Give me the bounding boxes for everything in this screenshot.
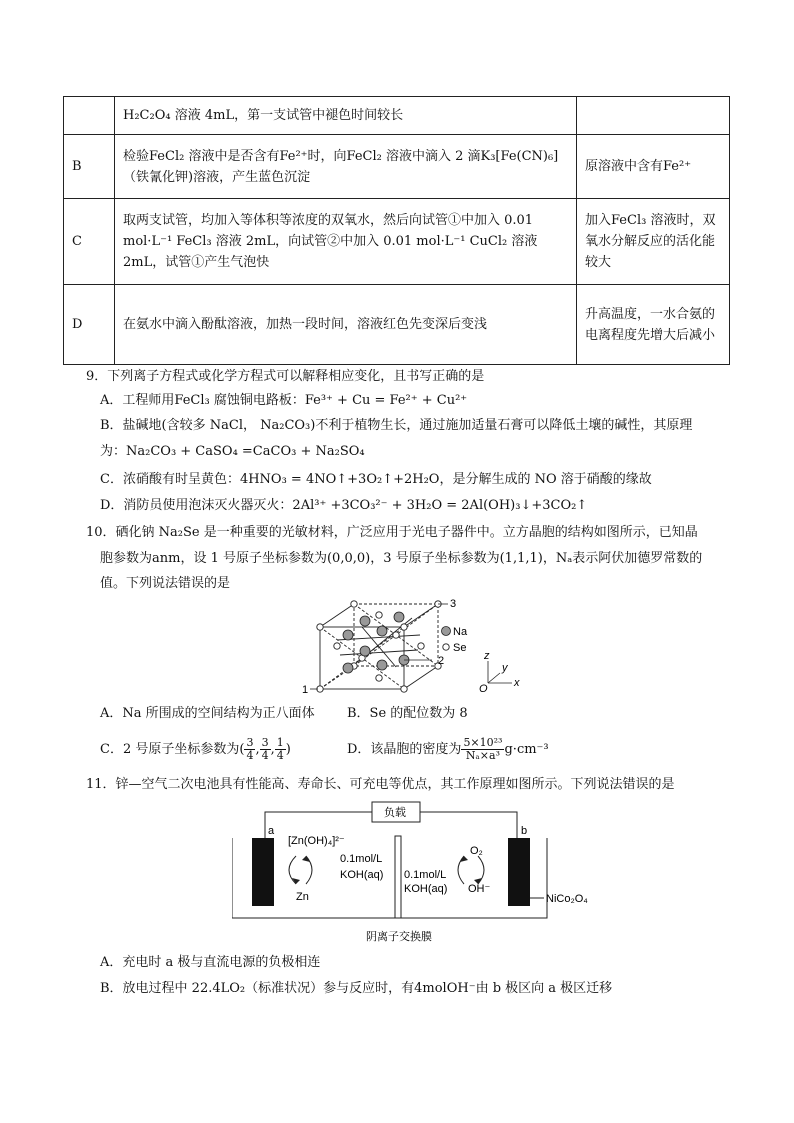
row-conclusion [577,97,730,135]
fraction-top: 5×10²³ [463,736,503,749]
koh-right-conc: 0.1mol/L [404,869,447,881]
atom-label-1: 1 [302,684,309,696]
q10-d-suffix: g·cm⁻³ [504,742,549,757]
atom-label-2: 2 [438,655,445,667]
q9-option-b-line2: 为：Na₂CO₃ + CaSO₄ =CaCO₃ + Na₂SO₄ [100,444,365,459]
fraction-bottom: 4 [246,749,254,762]
koh-left-name: KOH(aq) [340,869,384,881]
table-row [64,135,730,199]
table-row [64,285,730,365]
fraction-top: 3 [246,736,254,749]
q10-stem-line2: 胞参数为anm，设 1 号原子坐标参数为(0,0,0)，3 号原子坐标参数为(1,1,1)，Nₐ表示阿伏加德罗常数的 [100,551,703,566]
zn-label: Zn [296,891,309,903]
electrode-a [252,838,274,906]
legend-na: Na [453,626,468,638]
row-content: H₂C₂O₄ 溶液 4mL，第一支试管中褪色时间较长 [115,97,577,135]
zincate-label: [Zn(OH)₄]²⁻ [288,835,345,847]
row-content: 取两支试管，均加入等体积等浓度的双氧水，然后向试管①中加入 0.01 mol·L⁻¹ FeCl₃ 溶液 2mL，向试管②中加入 0.01 mol·L⁻¹ CuCl₂ 溶液 2mL，试管①产生气泡快 [115,199,577,285]
q9-option-d: D．消防员使用泡沫灭火器灭火：2Al³⁺ +3CO₃²⁻ + 3H₂O = 2Al(OH)₃↓+3CO₂↑ [100,498,588,513]
q10-stem-line1: 10．硒化钠 Na₂Se 是一种重要的光敏材料，广泛应用于光电子器件中。立方晶胞的结构如图所示，已知晶 [86,525,698,540]
q9-option-a: A．工程师用FeCl₃ 腐蚀铜电路板：Fe³⁺ + Cu = Fe²⁺ + Cu²⁺ [100,393,468,408]
axis-z-label: z [484,650,490,662]
legend-se: Se [453,642,467,654]
row-content: 检验FeCl₂ 溶液中是否含有Fe²⁺时，向FeCl₂ 溶液中滴入 2 滴K₃[Fe(CN)₆]（铁氰化钾)溶液，产生蓝色沉淀 [115,135,577,199]
row-label: B [64,135,115,199]
battery-figure [232,798,612,948]
fraction-top: 3 [261,736,269,749]
electrode-b-label: b [521,825,528,837]
row-label: D [64,285,115,365]
crystal-cell-figure [300,595,530,700]
table-row [64,199,730,285]
fraction-bottom: 4 [261,749,269,762]
row-conclusion: 原溶液中含有Fe²⁺ [577,135,730,199]
q10-c-suffix: ) [285,742,291,757]
oh-label: OH⁻ [468,883,491,895]
axis-x-label: x [514,677,520,689]
density-fraction [461,737,504,762]
fraction [260,737,271,762]
q11-option-b: B．放电过程中 22.4LO₂（标准状况）参与反应时，有4molOH⁻由 b 极区向 a 极区迁移 [100,981,613,996]
fraction [244,737,255,762]
q8-table [63,96,730,365]
q9-option-b-line1: B．盐碱地(含较多 NaCl， Na₂CO₃)不利于植物生长，通过施加适量石膏可以降低土壤的碱性，其原理 [100,418,693,433]
q10-c-prefix: C．2 号原子坐标参数为( [100,742,245,757]
axis-y-label: y [502,662,508,674]
o2-label: O₂ [470,845,483,857]
nico-label: NiCo₂O₄ [546,893,588,905]
q10-option-b: B．Se 的配位数为 8 [347,706,468,721]
electrode-b [508,838,530,906]
q10-stem-line3: 值。下列说法错误的是 [100,576,231,591]
q10-option-d [347,737,549,762]
load-label: 负载 [384,807,406,819]
electrode-a-label: a [268,825,275,837]
atom-label-3: 3 [450,598,457,610]
fraction [275,737,286,762]
q11-option-a: A．充电时 a 极与直流电源的负极相连 [100,955,321,970]
table-row [64,97,730,135]
q11-stem: 11．锌—空气二次电池具有性能高、寿命长、可充电等优点，其工作原理如图所示。下列说法错误的是 [86,777,675,792]
membrane-label: 阴离子交换膜 [366,931,432,943]
row-conclusion: 加入FeCl₃ 溶液时，双氧水分解反应的活化能较大 [577,199,730,285]
fraction-bottom: 4 [276,749,284,762]
axis-origin-label: O [479,683,488,695]
q10-d-prefix: D．该晶胞的密度为 [347,742,462,757]
koh-left-conc: 0.1mol/L [340,853,383,865]
fraction-bottom: Nₐ×a³ [465,749,500,762]
row-label: C [64,199,115,285]
row-content: 在氨水中滴入酚酞溶液，加热一段时间，溶液红色先变深后变浅 [115,285,577,365]
q10-option-c: C．2 号原子坐标参数为( $\frac{3}{4}$ , $\frac{3}{4}$ , $\frac{1}{4}$ ) [100,736,291,762]
fraction-top: 1 [276,736,284,749]
row-conclusion: 升高温度，一水合氨的电离程度先增大后减小 [577,285,730,365]
q10-option-a: A．Na 所围成的空间结构为正八面体 [100,706,315,721]
q9-stem: 9．下列离子方程式或化学方程式可以解释相应变化，且书写正确的是 [86,369,485,384]
q9-option-c: C．浓硝酸有时呈黄色：4HNO₃ = 4NO↑+3O₂↑+2H₂O，是分解生成的 NO 溶于硝酸的缘故 [100,472,652,487]
row-label [64,97,115,135]
koh-right-name: KOH(aq) [404,883,448,895]
